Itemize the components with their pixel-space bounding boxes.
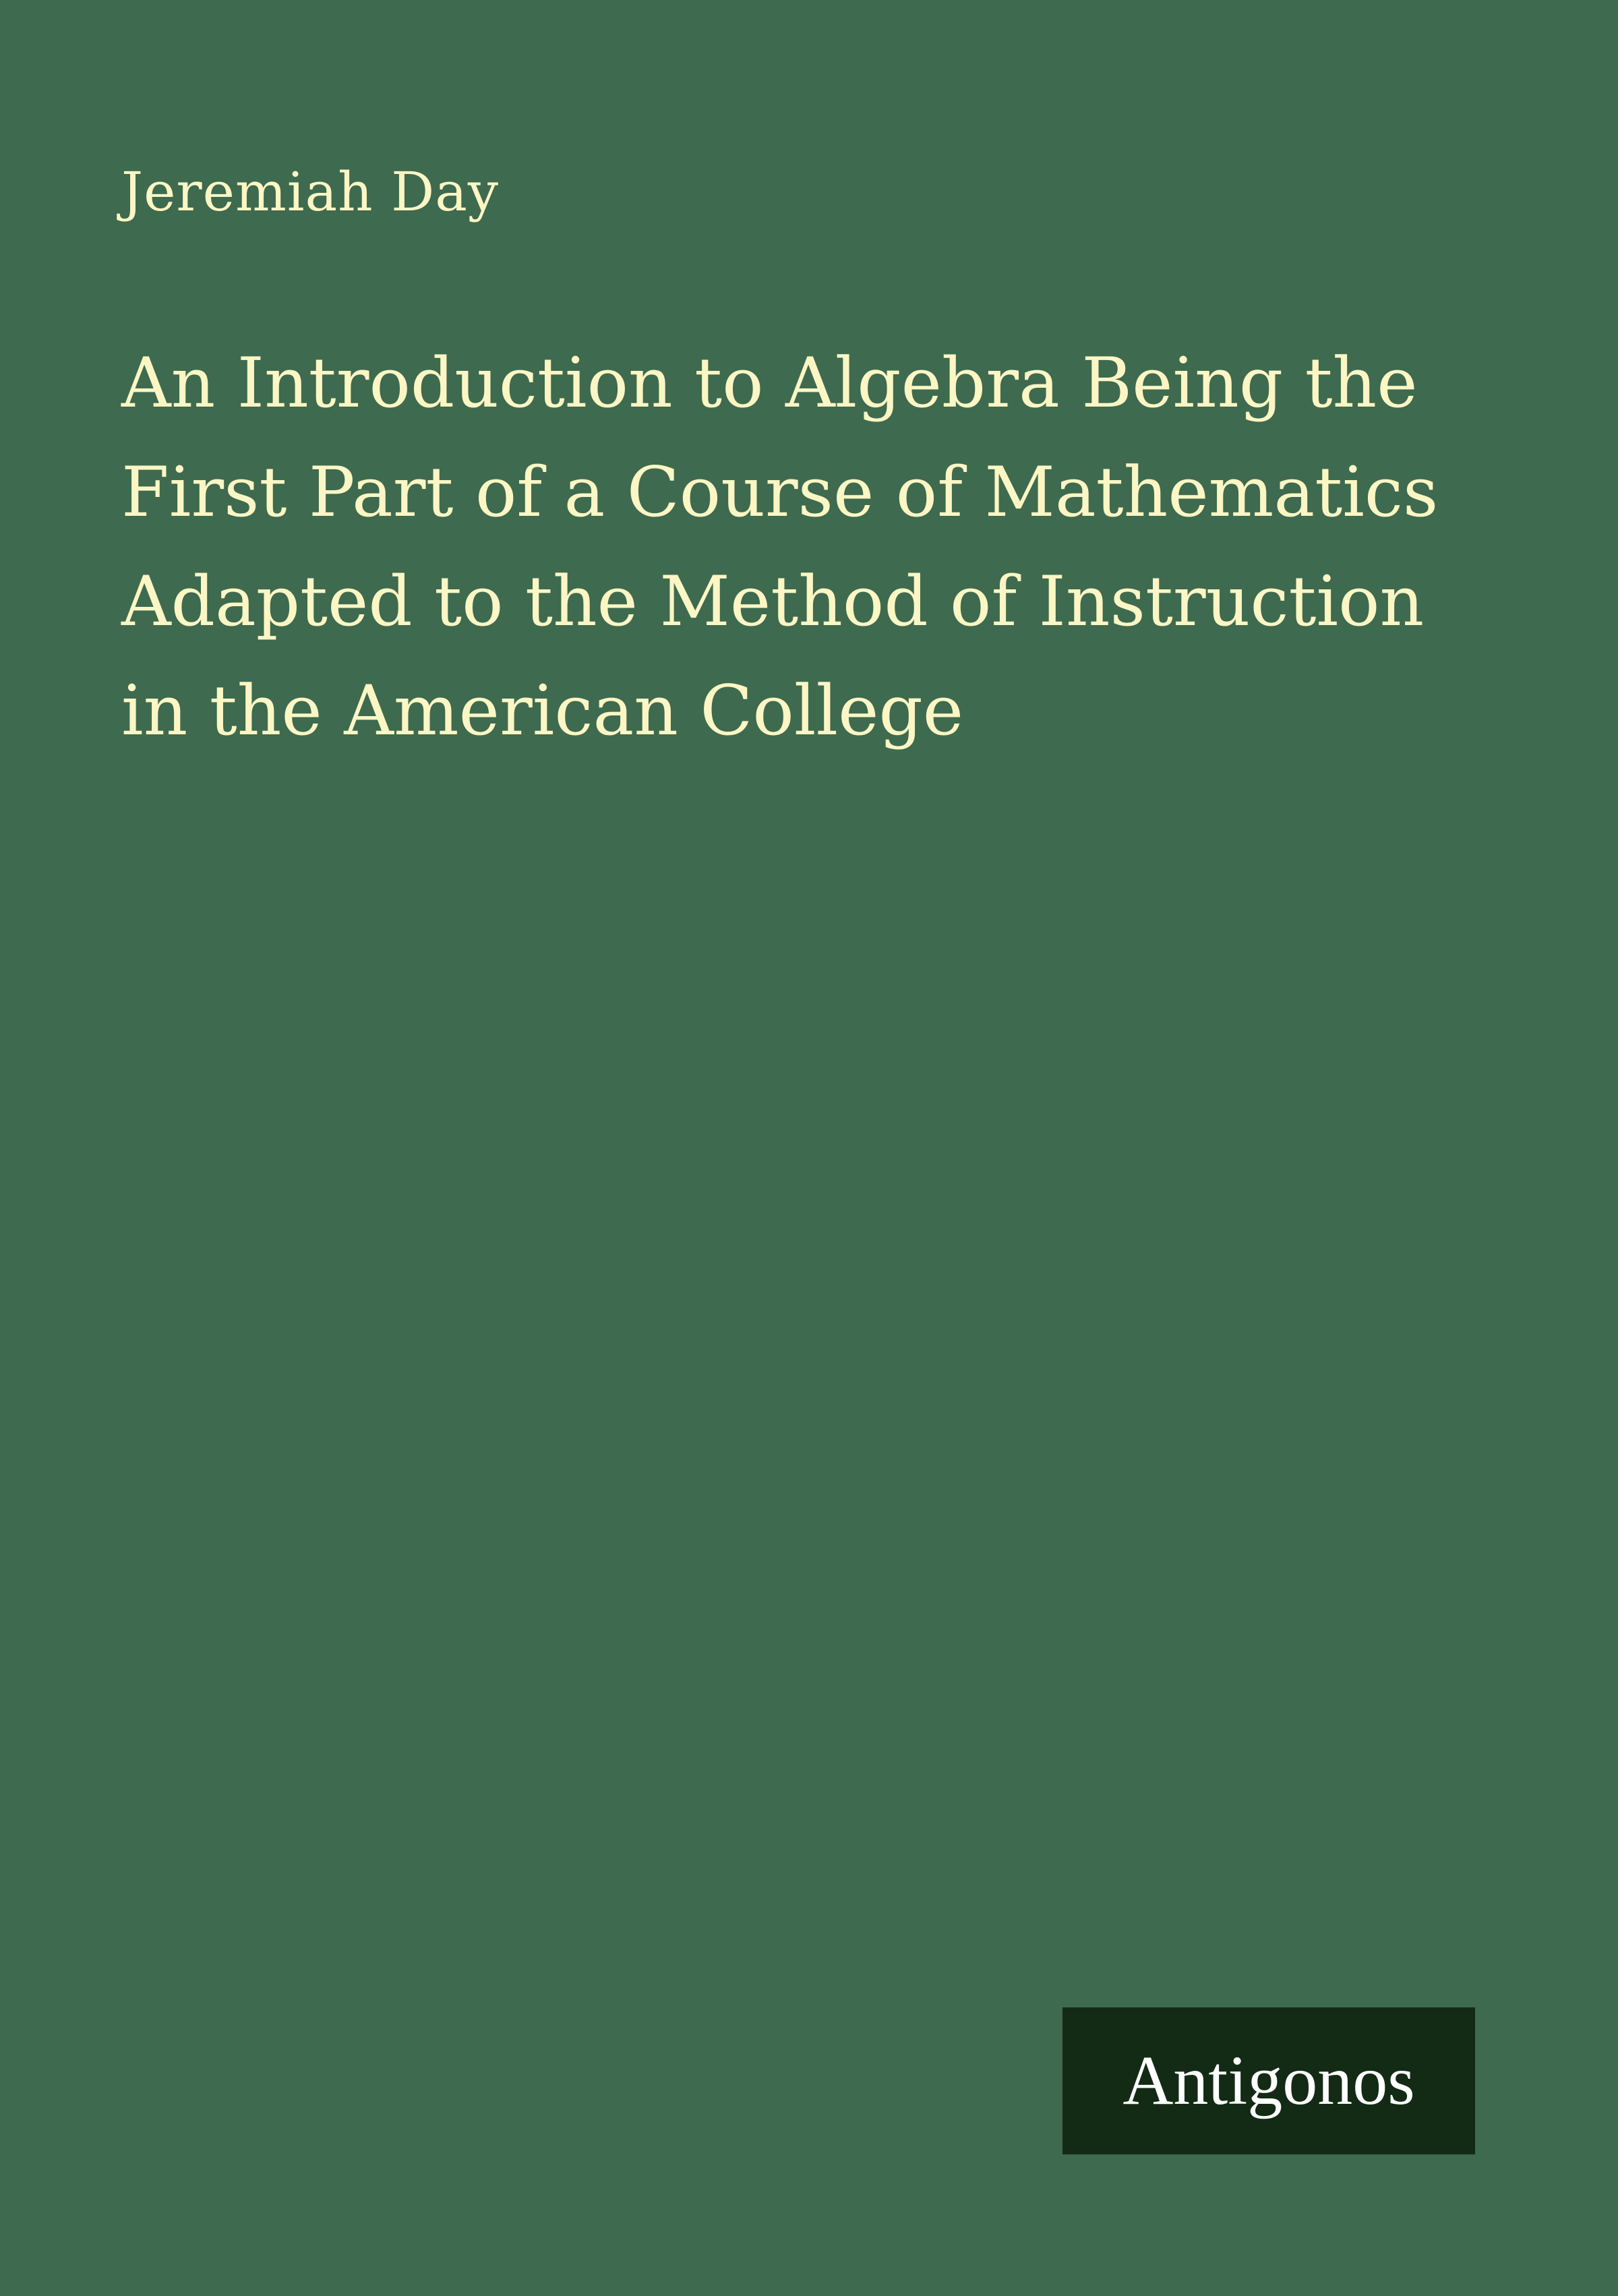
title-line-2: First Part of a Course of Mathematics	[121, 452, 1439, 533]
title-line-4: in the American College	[121, 671, 964, 751]
title-line-1: An Introduction to Algebra Being the	[121, 343, 1418, 423]
title-line-3: Adapted to the Method of Instruction	[121, 562, 1425, 642]
book-title	[121, 329, 1537, 766]
publisher-badge	[1062, 2007, 1475, 2154]
publisher-name: Antigonos	[1122, 2042, 1415, 2119]
author-name: Jeremiah Day	[121, 160, 500, 223]
